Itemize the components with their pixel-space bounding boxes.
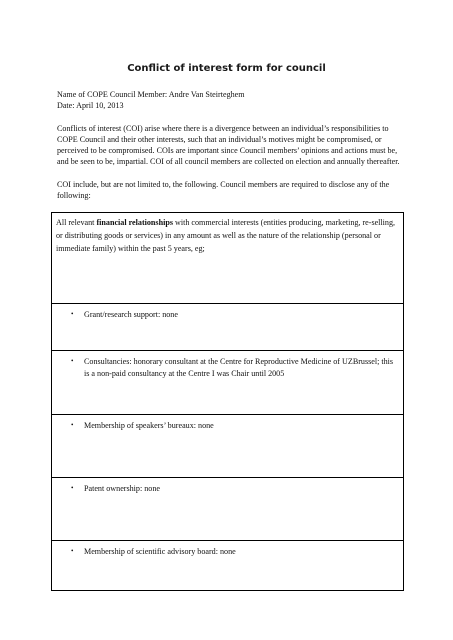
form-item-cell [52,304,404,351]
advisory-board-text: Membership of scientific advisory board: none [84,547,236,556]
form-item-cell [52,541,404,591]
bullet-icon: • [71,484,74,492]
date-line: Date: April 10, 2013 [57,101,124,110]
list-item [71,545,399,558]
list-item [71,355,399,379]
bullet-icon: • [71,421,74,429]
header-suffix: with commercial interests (entities producing, marketing, re-selling, or distributing goods or services) in any amount as well as the nature of the relationship (personal or immediate family) within the past 5 years, eg; [56,218,396,253]
member-name-line: Name of COPE Council Member: Andre Van Steirteghem [57,90,245,99]
bullet-icon: • [71,357,74,365]
list-item [71,308,399,321]
list-item [71,419,399,432]
header-bold-term: financial relationships [96,218,173,227]
coi-form-table [51,212,404,591]
table-row [52,415,404,478]
table-row [52,351,404,415]
form-item-cell [52,351,404,415]
table-row [52,304,404,351]
intro-paragraph: Conflicts of interest (COI) arise where there is a divergence between an individual’s responsibilities to COPE Council and their other interests, such that an individual’s motives might be compromised, or perceived to be compromised. COIs are important since Council members’ opinions and actions must be, and be seen to be, impartial. COI of all council members are collected on election and annually thereafter. [57,124,400,166]
table-row [52,541,404,591]
patent-ownership-text: Patent ownership: none [84,484,160,493]
grant-support-text: Grant/research support: none [84,310,178,319]
document-title: Conflict of interest form for council [127,63,326,74]
disclose-paragraph: COI include, but are not limited to, the following. Council members are required to disclose any of the following: [57,180,390,200]
list-item [71,482,399,495]
form-item-cell [52,415,404,478]
speakers-bureaux-text: Membership of speakers’ bureaux: none [84,421,214,430]
financial-relationships-cell [52,213,404,304]
bullet-icon: • [71,310,74,318]
bullet-icon: • [71,547,74,555]
member-info [57,89,245,111]
header-prefix: All relevant [56,218,97,227]
form-item-cell [52,478,404,541]
table-row [52,478,404,541]
table-row [52,213,404,304]
consultancies-text: Consultancies: honorary consultant at the Centre for Reproductive Medicine of UZBrussel; this is a non-paid consultancy at the Centre I was Chair until 2005 [84,357,394,378]
